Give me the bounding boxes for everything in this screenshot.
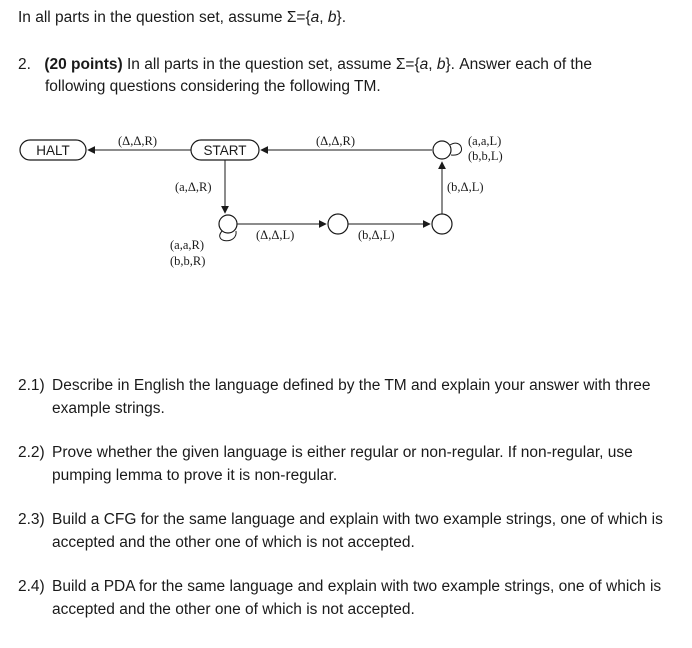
edge-start-halt-label: (Δ,Δ,R): [118, 134, 157, 148]
state-q3: [432, 214, 452, 234]
edge-top-start-label: (Δ,Δ,R): [316, 134, 355, 148]
subquestion-number: 2.3): [18, 511, 45, 528]
intro-sigma: Σ={a, b}.: [286, 9, 346, 26]
edge-q1-q2-label: (Δ,Δ,L): [256, 228, 295, 242]
edge-q2-q3-label: (b,Δ,L): [358, 228, 395, 242]
subquestion-2-1: [18, 374, 678, 420]
subquestion-text: Build a PDA for the same language and explain with two example strings, one of which is accepted and the other one of which is not accepted.: [52, 578, 662, 618]
subquestion-2-2: [18, 441, 678, 487]
question-sigma: Σ={a, b}. Answer each of the: [395, 56, 592, 73]
question-text-cont: following questions considering the following TM.: [45, 78, 381, 95]
subquestion-number: 2.1): [18, 377, 45, 394]
intro-line: [18, 9, 346, 27]
loop-q1-label-a: (a,a,R): [170, 238, 205, 252]
subquestion-2-3: [18, 508, 678, 554]
question-points: (20 points): [44, 56, 123, 73]
tm-diagram: [0, 125, 692, 275]
subquestion-number: 2.2): [18, 444, 45, 461]
start-label: START: [203, 143, 247, 158]
subquestion-text: Build a CFG for the same language and explain with two example strings, one of which is accepted and the other one of which is not accepted.: [52, 511, 663, 551]
subquestion-text: Describe in English the language defined by the TM and explain your answer with three example strings.: [52, 377, 651, 417]
halt-label: HALT: [36, 143, 70, 158]
subquestion-number: 2.4): [18, 578, 45, 595]
loop-q4-label-b: (b,b,L): [468, 149, 503, 163]
subquestion-2-4: [18, 575, 678, 621]
state-q4: [433, 141, 451, 159]
loop-q4-label-a: (a,a,L): [468, 134, 502, 148]
intro-prefix: In all parts in the question set, assume: [18, 9, 287, 26]
loop-q4: [450, 143, 462, 155]
question-2: 2. (20 points) In all parts in the question set, assume Σ={a, b}. Answer each of the following questions considering the following TM.: [18, 54, 680, 98]
loop-q1-label-b: (b,b,R): [170, 254, 206, 268]
edge-q3-q4-label: (b,Δ,L): [447, 180, 484, 194]
state-q1: [219, 215, 237, 233]
state-q2: [328, 214, 348, 234]
subquestion-text: Prove whether the given language is either regular or non-regular. If non-regular, use pumping lemma to prove it is non-regular.: [52, 444, 633, 484]
question-number: 2.: [18, 56, 31, 73]
edge-start-mid-label: (a,Δ,R): [175, 180, 212, 194]
